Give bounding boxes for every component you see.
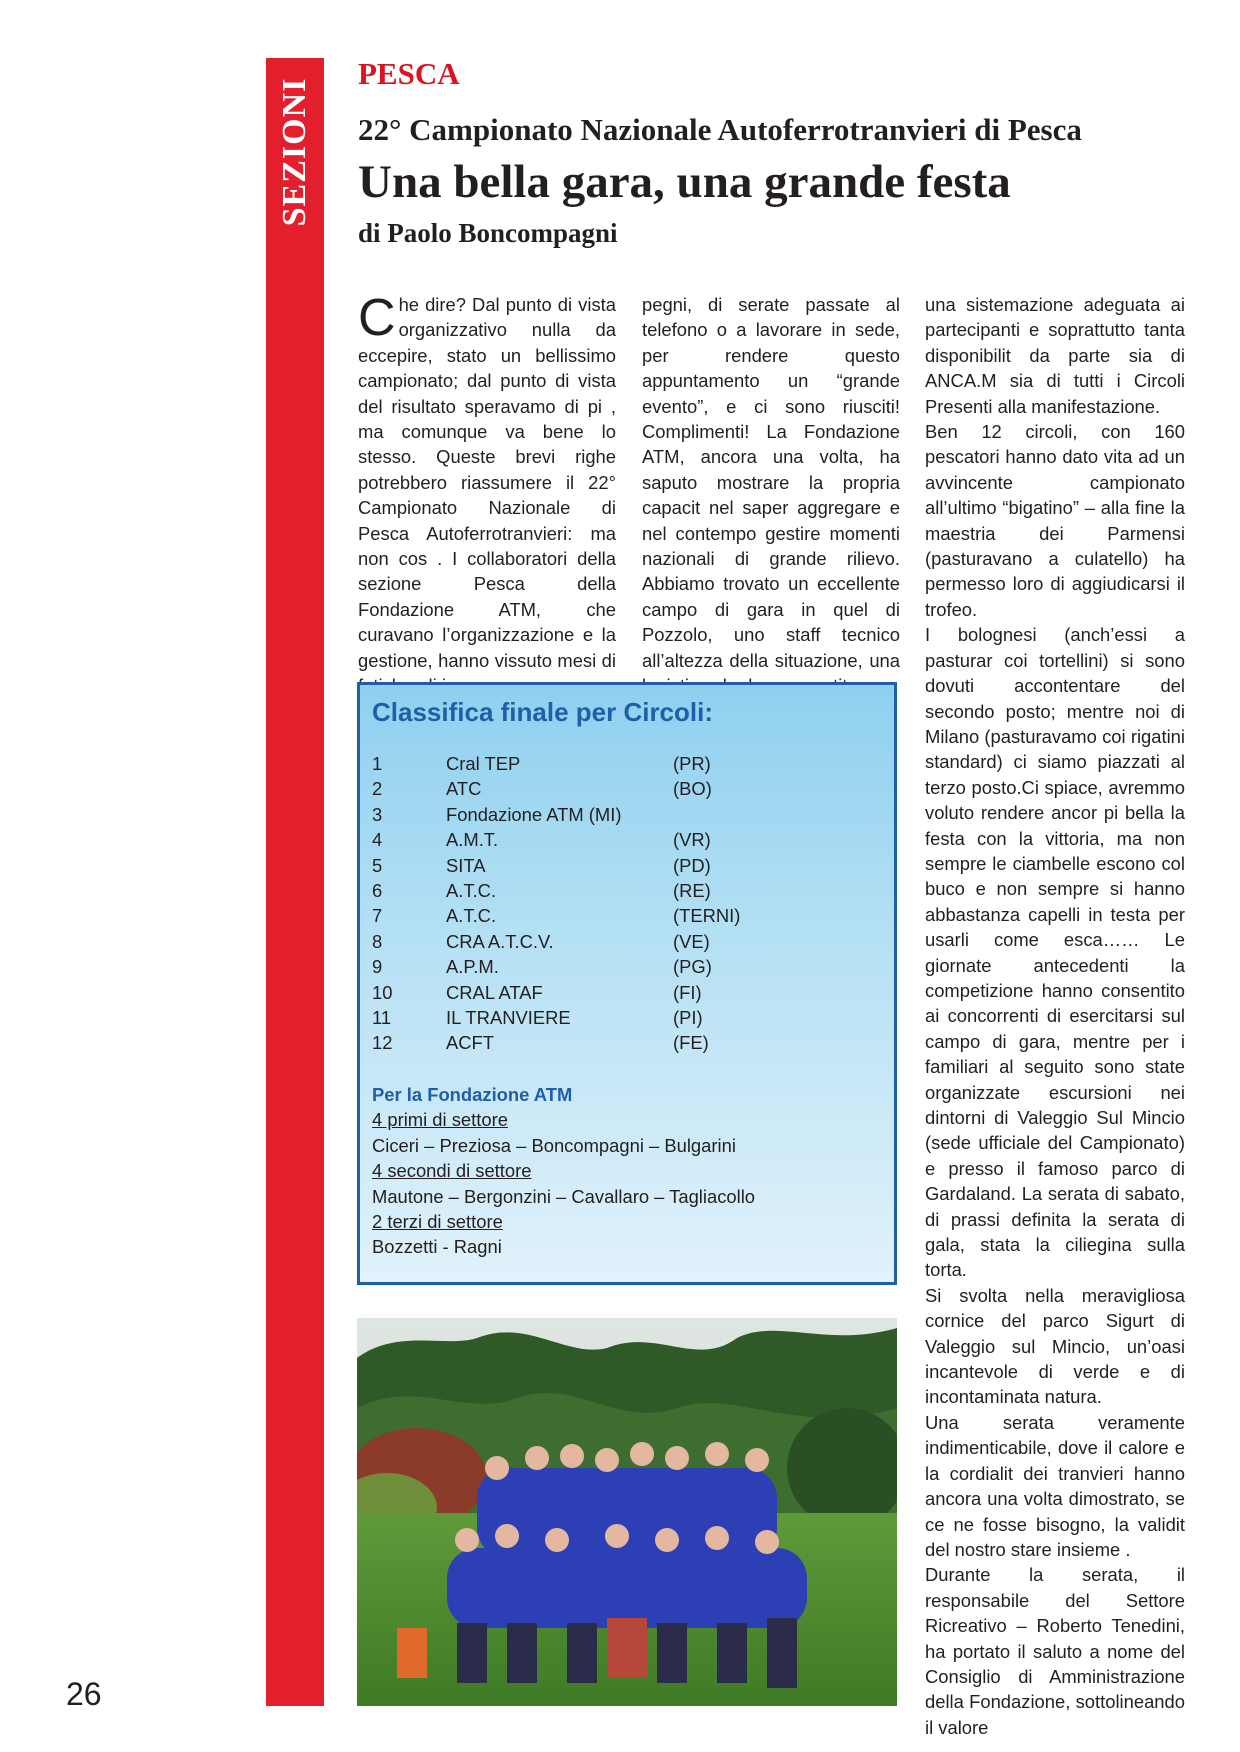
rank-club: Fondazione ATM (MI) <box>446 803 622 825</box>
rank-province: (PR) <box>673 753 711 774</box>
paragraph: Durante la serata, il responsabile del Settore Ricreativo – Roberto Tenedini, ha portato il saluto a nome del Consiglio di Amministrazione della Fondazione, sottolineando il valore <box>925 1564 1185 1738</box>
page-number: 26 <box>66 1676 102 1712</box>
ranking-box-title: Classifica finale per Circoli: <box>372 697 714 727</box>
first-place-label: 4 primi di settore <box>372 1109 508 1131</box>
rank-club: A.T.C. <box>446 905 497 927</box>
ranking-row <box>372 802 882 827</box>
rank-province: (FI) <box>673 981 702 1003</box>
rank-province: (PG) <box>673 956 712 978</box>
paragraph: I bolognesi (anch’essi a pasturar coi tortellini) si sono dovuti accontentare del secondo posto; mentre noi di Milano (pasturavamo coi rigatini standard) ci siamo piazzati al terzo posto.Ci spiace, avremmo voluto rendere ancor pi bella la festa con la vittoria, ma non sempre le ciambelle escono col buco e non sempre si hanno abbastanza capelli in testa per usarli come esca…… Le giornate antecedenti la competizione hanno consentito ai concorrenti di esercitarsi sul campo di gara, mentre per i familiari al seguito sono state organizzate escursioni nei dintorni di Valeggio Sul Mincio (sede ufficiale del Campionato) e presso il famoso parco di Gardaland. La serata di sabato, di prassi definita la serata di gala, stata la ciliegina sulla torta. <box>925 624 1185 1281</box>
ranking-list <box>372 751 882 1056</box>
section-sidebar-label: SEZIONI <box>276 77 313 227</box>
column-1-text: he dire? Dal punto di vista organizzativo nulla da eccepire, stato un bellissimo campionato; dal punto di vista del risultato speravamo di pi , ma comunque va bene lo stesso. Queste brevi righe potrebbero riassumere il 22° Campionato Nazionale di Pesca Autoferrotranvieri: ma non cos . I collaboratori della sezione Pesca della Fondazione ATM, che curavano l’organizzazione e la gestione, hanno vissuto mesi di <box>358 294 616 671</box>
atm-heading: Per la Fondazione ATM <box>372 1084 573 1105</box>
rank-position: 1 <box>372 753 383 774</box>
team-photo-illustration <box>357 1318 897 1706</box>
paragraph: una sistemazione adeguata ai partecipanti e soprattutto tanta disponibilit da parte sia di ANCA.M sia di tutti i Circoli Presenti alla manifestazione. <box>925 294 1185 417</box>
ranking-row <box>372 929 882 954</box>
ranking-row <box>372 954 882 979</box>
ranking-row <box>372 1005 882 1030</box>
text-column-3 <box>925 292 1185 1740</box>
rank-position: 12 <box>372 1032 393 1054</box>
rank-province: (BO) <box>673 778 712 800</box>
rank-position: 9 <box>372 956 383 978</box>
rank-club: Cral TEP <box>446 753 521 774</box>
ranking-row <box>372 853 882 878</box>
paragraph: Una serata veramente indimenticabile, dove il calore e la cordialit dei tranvieri hanno ancora una volta dimostrato, se ce ne fosse bisogno, la validit del nostro stare insieme . <box>925 1411 1185 1560</box>
ranking-row <box>372 1030 882 1055</box>
ranking-row <box>372 751 882 776</box>
ranking-row <box>372 776 882 801</box>
text-column-1 <box>358 289 616 699</box>
article-title: Una bella gara, una grande festa <box>358 156 1011 208</box>
rank-province: (RE) <box>673 879 711 901</box>
ranking-box <box>357 682 897 1285</box>
team-photo <box>357 1318 897 1706</box>
rank-club: IL TRANVIERE <box>446 1006 571 1028</box>
rank-position: 6 <box>372 879 383 901</box>
rank-position: 10 <box>372 981 393 1003</box>
ranking-row <box>372 878 882 903</box>
section-heading: PESCA <box>358 56 460 91</box>
third-place-label: 2 terzi di settore <box>372 1211 503 1233</box>
third-place-names: Bozzetti - Ragni <box>372 1236 502 1258</box>
rank-province: (VR) <box>673 829 711 851</box>
ranking-row <box>372 980 882 1005</box>
paragraph: Si svolta nella meravigliosa cornice del parco Sigurt di Valeggio sul Mincio, un’oasi incantevole di verde e di incontaminata natura. <box>925 1284 1185 1408</box>
second-place-names: Mautone – Bergonzini – Cavallaro – Tagliacollo <box>372 1185 756 1207</box>
rank-position: 2 <box>372 778 383 800</box>
rank-club: A.T.C. <box>446 879 497 901</box>
column-2-text: pegni, di serate passate al telefono o a lavorare in sede, per rendere questo appuntamento un “grande evento”, e ci sono riusciti! Complimenti! La Fondazione ATM, ancora una volta, ha saputo mostrare la propria capacit nel saper aggregare e nel contempo gestire momenti nazionali di grande rilievo. Abbiamo trovato un eccellente campo di gara in quel di Pozzolo, uno staff tecnico all’altezza della situazione, una <box>642 294 900 671</box>
rank-club: A.P.M. <box>446 956 499 978</box>
rank-club: ATC <box>446 778 482 800</box>
rank-position: 7 <box>372 905 383 927</box>
ranking-row <box>372 827 882 852</box>
rank-position: 11 <box>372 1006 392 1028</box>
rank-club: SITA <box>446 854 486 876</box>
drop-cap: C <box>358 289 396 347</box>
text-column-2 <box>642 292 900 699</box>
rank-position: 5 <box>372 854 383 876</box>
rank-club: CRAL ATAF <box>446 981 543 1003</box>
article-author: di Paolo Boncompagni <box>358 218 618 248</box>
section-sidebar-bar <box>266 58 324 1706</box>
rank-club: A.M.T. <box>446 829 499 851</box>
rank-province: (TERNI) <box>673 905 741 927</box>
rank-club: CRA A.T.C.V. <box>446 930 554 952</box>
ranking-row <box>372 903 882 928</box>
rank-province: (PI) <box>673 1006 703 1028</box>
second-place-label: 4 secondi di settore <box>372 1160 532 1182</box>
rank-position: 3 <box>372 803 383 825</box>
rank-province: (FE) <box>673 1032 709 1054</box>
rank-province: (PD) <box>673 854 711 876</box>
rank-province: (VE) <box>673 930 710 952</box>
rank-position: 8 <box>372 930 383 952</box>
rank-club: ACFT <box>446 1032 495 1054</box>
rank-position: 4 <box>372 829 383 851</box>
atm-results <box>372 1082 892 1260</box>
paragraph: Ben 12 circoli, con 160 pescatori hanno dato vita ad un avvincente campionato all’ultimo “bigatino” – alla fine la maestria dei Parmensi (pasturavano a culatello) ha permesso loro di aggiudicarsi il trofeo. <box>925 421 1185 620</box>
article-subtitle: 22° Campionato Nazionale Autoferrotranvieri di Pesca <box>358 112 1082 147</box>
first-place-names: Ciceri – Preziosa – Boncompagni – Bulgarini <box>372 1134 736 1156</box>
